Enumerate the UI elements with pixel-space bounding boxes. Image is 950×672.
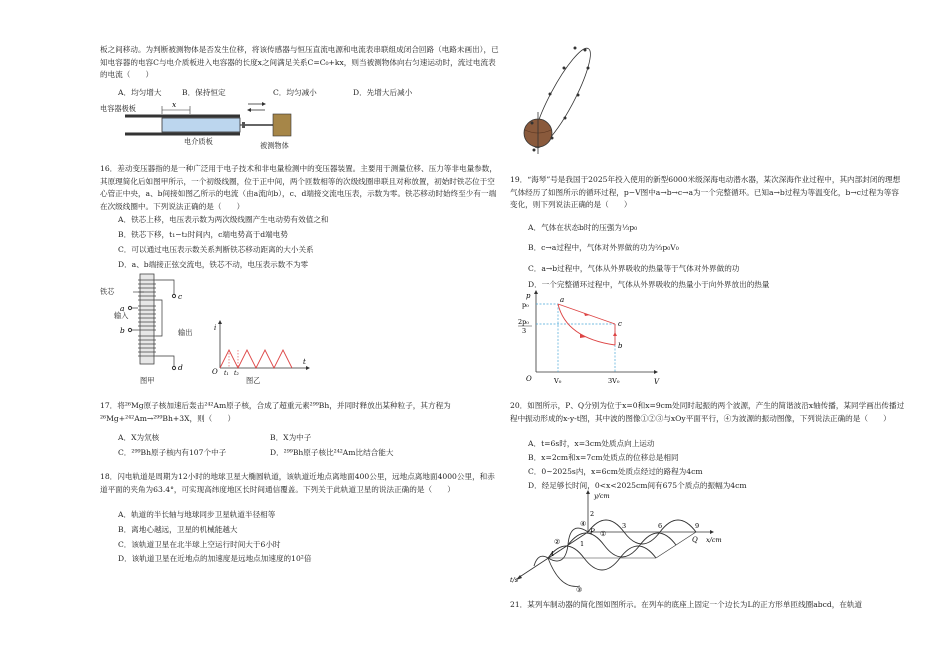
- i-label: i: [214, 324, 217, 332]
- label-d: d: [178, 363, 183, 372]
- q20-xyt-figure: [510, 490, 730, 594]
- q17-option-d: D．²⁹⁹Bh原子核比²⁴²Am比结合能大: [270, 448, 394, 457]
- label-b: b: [120, 326, 125, 335]
- three-v0-label: 3V₀: [608, 377, 620, 385]
- q17-stem: 17．将²⁶Mg原子核加速后轰击²⁴²Am原子核，合成了超重元素²⁹⁹Bh，并同时释放出某种粒子，其方程为²⁶Mg+²⁴²Am→²⁹⁹Bh+3X，则（ ）: [100, 401, 451, 423]
- wave-2: [568, 533, 676, 557]
- molniya-orbit-figure: [510, 40, 600, 165]
- q19-option-a: A．气体在状态b时的压强为⅓p₀: [528, 223, 638, 232]
- measured-object: [273, 114, 291, 136]
- v0-label: V₀: [554, 377, 562, 385]
- q19-option-c: C．a→b过程中，气体从外界吸收的热量等于气体对外界做的功: [528, 264, 740, 273]
- capacitor-plate-label: 电容器极板: [100, 104, 136, 113]
- input-label: 输入: [114, 311, 129, 320]
- primary-coil: [138, 306, 156, 330]
- label-a: a: [120, 304, 125, 313]
- core-label: 铁芯: [100, 287, 115, 296]
- q20-stem: 20．如图所示，P、Q分别为位于x=0和x=9cm处同时起振的两个波源，产生的简谐波沿x轴传播，某同学画出传播过程中振动形成的x-y-t图，其中波的图像①②③与xOy平面平行，④为波源的振动图像，下列说法正确的是（ ）: [510, 401, 905, 423]
- p-label: p: [526, 292, 531, 300]
- q16-transformer-figure: [100, 272, 220, 390]
- source-p-label: P: [590, 528, 595, 536]
- q15-option-c: C．均匀减小: [273, 88, 317, 97]
- q16-option-c: C．可以通过电压表示数关系判断铁芯移动距离的大小关系: [118, 245, 314, 254]
- q19-pv-graph: [514, 290, 664, 390]
- label-circle-4: ④: [580, 520, 587, 528]
- q17-option-b: B．X为中子: [270, 433, 312, 442]
- q20-option-b: B．x=2cm和x=7cm处质点的位移总是相同: [528, 453, 679, 462]
- q16-current-graph: [208, 320, 312, 376]
- t2-label: t₂: [234, 370, 239, 376]
- q15-option-d: D．先增大后减小: [353, 88, 413, 97]
- t-label: t/s: [510, 576, 519, 584]
- tick-3: 3: [622, 522, 627, 530]
- origin-label: O: [212, 368, 218, 376]
- source-q-label: Q: [692, 536, 698, 544]
- q17-option-a: A．X为氘核: [118, 433, 160, 442]
- label-c: c: [178, 292, 183, 301]
- q20-option-d: D．经足够长时间，0<x<2025cm间有675个质点的振幅为4cm: [528, 481, 747, 490]
- q16-stem: 16．差动变压器指的是一种广泛用于电子技术和非电量检测中的变压器装置。主要用于测量位移、压力等非电量参数，其原理简化后如图甲所示，一个初级线圈，位于正中间，两个匝数相等的次级线圈串联且对称放置，初始时铁芯位于空心管正中央，a、b间接如图乙所示的电流（由a流向b），c、d端接交流电压表，示数为零。铁芯移动时始终至少有一端在次级线圈中。下列说法正确的是（ ）: [100, 164, 497, 211]
- q20-option-c: C．0~2025s内，x=6cm处质点经过的路程为4cm: [528, 467, 703, 476]
- y-label: y/cm: [594, 492, 610, 500]
- q21-stem: 21．某列车制动器的简化图如图所示。在列车的底座上固定一个边长为L的正方形单匝线圈abcd，在轨道: [510, 600, 863, 609]
- label-circle-3: ③: [576, 586, 583, 594]
- q18-option-c: C．该轨道卫星在北半球上空运行时间大于6小时: [118, 540, 281, 549]
- core-tube: [140, 274, 154, 364]
- q15-option-b: B．保持恒定: [182, 88, 226, 97]
- state-a-label: a: [560, 296, 565, 304]
- q18-stem: 18．闪电轨道是周期为12小时的地球卫星大椭圆轨道，该轨道近地点离地面400公里，远地点离地面4000公里，和赤道平面的夹角为63.4°，可实现高纬度地区长时间通信覆盖。下列关于此轨道卫星的说法正确的是（ ）: [100, 472, 495, 494]
- t1-label: t₁: [224, 370, 229, 376]
- output-label: 输出: [178, 328, 193, 337]
- state-c-label: c: [618, 320, 622, 328]
- q16-option-b: B．铁芯下移，t₁−t₂时间内，c端电势高于d端电势: [118, 230, 288, 239]
- q19-option-b: B．c→a过程中，气体对外界做的功为⅔p₀V₀: [528, 243, 679, 252]
- two-p0-label: 2p₀: [518, 318, 529, 326]
- tick-9: 9: [695, 522, 700, 530]
- measured-object-label: 被测物体: [260, 141, 289, 150]
- q18-option-a: A．轨道的半长轴与地球同步卫星轨道半径相等: [118, 510, 276, 519]
- p0-label: p₀: [522, 301, 529, 309]
- label-circle-2: ②: [554, 538, 561, 546]
- tick-2: 2: [590, 510, 595, 518]
- process-a-b-isotherm: [558, 304, 615, 345]
- t-label: t: [303, 358, 306, 366]
- q18-option-b: B．离地心越远，卫星的机械能越大: [118, 525, 238, 534]
- q20-option-a: A．t=6s时，x=3cm处质点向上运动: [528, 439, 655, 448]
- q15-stem: 板之间移动。为判断被测物体是否发生位移，将该传感器与恒压直流电源和电流表串联组成闭合回路（电路未画出），已知电容器的电容C与电介质板进入电容器的长度x之间满足关系C=C₀+kx，则当被测物体向右匀速运动时，流过电流表的电流（ ）: [100, 45, 499, 80]
- tick-6: 6: [658, 522, 663, 530]
- q18-option-d: D．该轨道卫星在近地点的加速度是远地点加速度的10²倍: [118, 554, 312, 563]
- q15-option-a: A．均匀增大: [118, 88, 162, 97]
- origin-label: O: [526, 375, 532, 383]
- q16-option-d: D．a、b端接正弦交流电，铁芯不动，电压表示数不为零: [118, 260, 309, 269]
- fig-yi-caption: 图乙: [246, 376, 261, 385]
- q19-option-d: D．一个完整循环过程中，气体从外界吸收的热量小于向外界放出的热量: [528, 280, 770, 289]
- state-b-label: b: [618, 342, 623, 350]
- x-label: x: [172, 100, 177, 109]
- terminal-d: [172, 366, 175, 369]
- triangular-current-wave: [220, 350, 292, 368]
- tick-4: 4: [550, 550, 555, 558]
- x-label: x/cm: [706, 536, 722, 544]
- label-circle-1: ①: [600, 530, 607, 538]
- tick-1: 1: [580, 540, 585, 548]
- q17-option-c: C．²⁹⁹Bh原子核内有107个中子: [118, 448, 227, 457]
- three-label: 3: [522, 327, 527, 335]
- terminal-c: [172, 294, 175, 297]
- dielectric-plate-label: 电介质板: [184, 137, 213, 146]
- fig-jia-caption: 图甲: [140, 376, 155, 385]
- v-label: V: [654, 378, 660, 386]
- q19-stem: 19．“海琴”号是我国于2025年投入使用的新型6000米级深海电动潜水器，某次深海作业过程中，其内部封闭的理想气体经历了如图所示的循环过程，p−V图中a→b→c→a为一个完整循环。已知a→b过程为等温变化，b→c过程为等容变化，则下列说法正确的是（ ）: [510, 175, 901, 210]
- q16-option-a: A．铁芯上移，电压表示数为两次级线圈产生电动势有效值之和: [118, 215, 329, 224]
- dielectric-plate: [162, 118, 240, 132]
